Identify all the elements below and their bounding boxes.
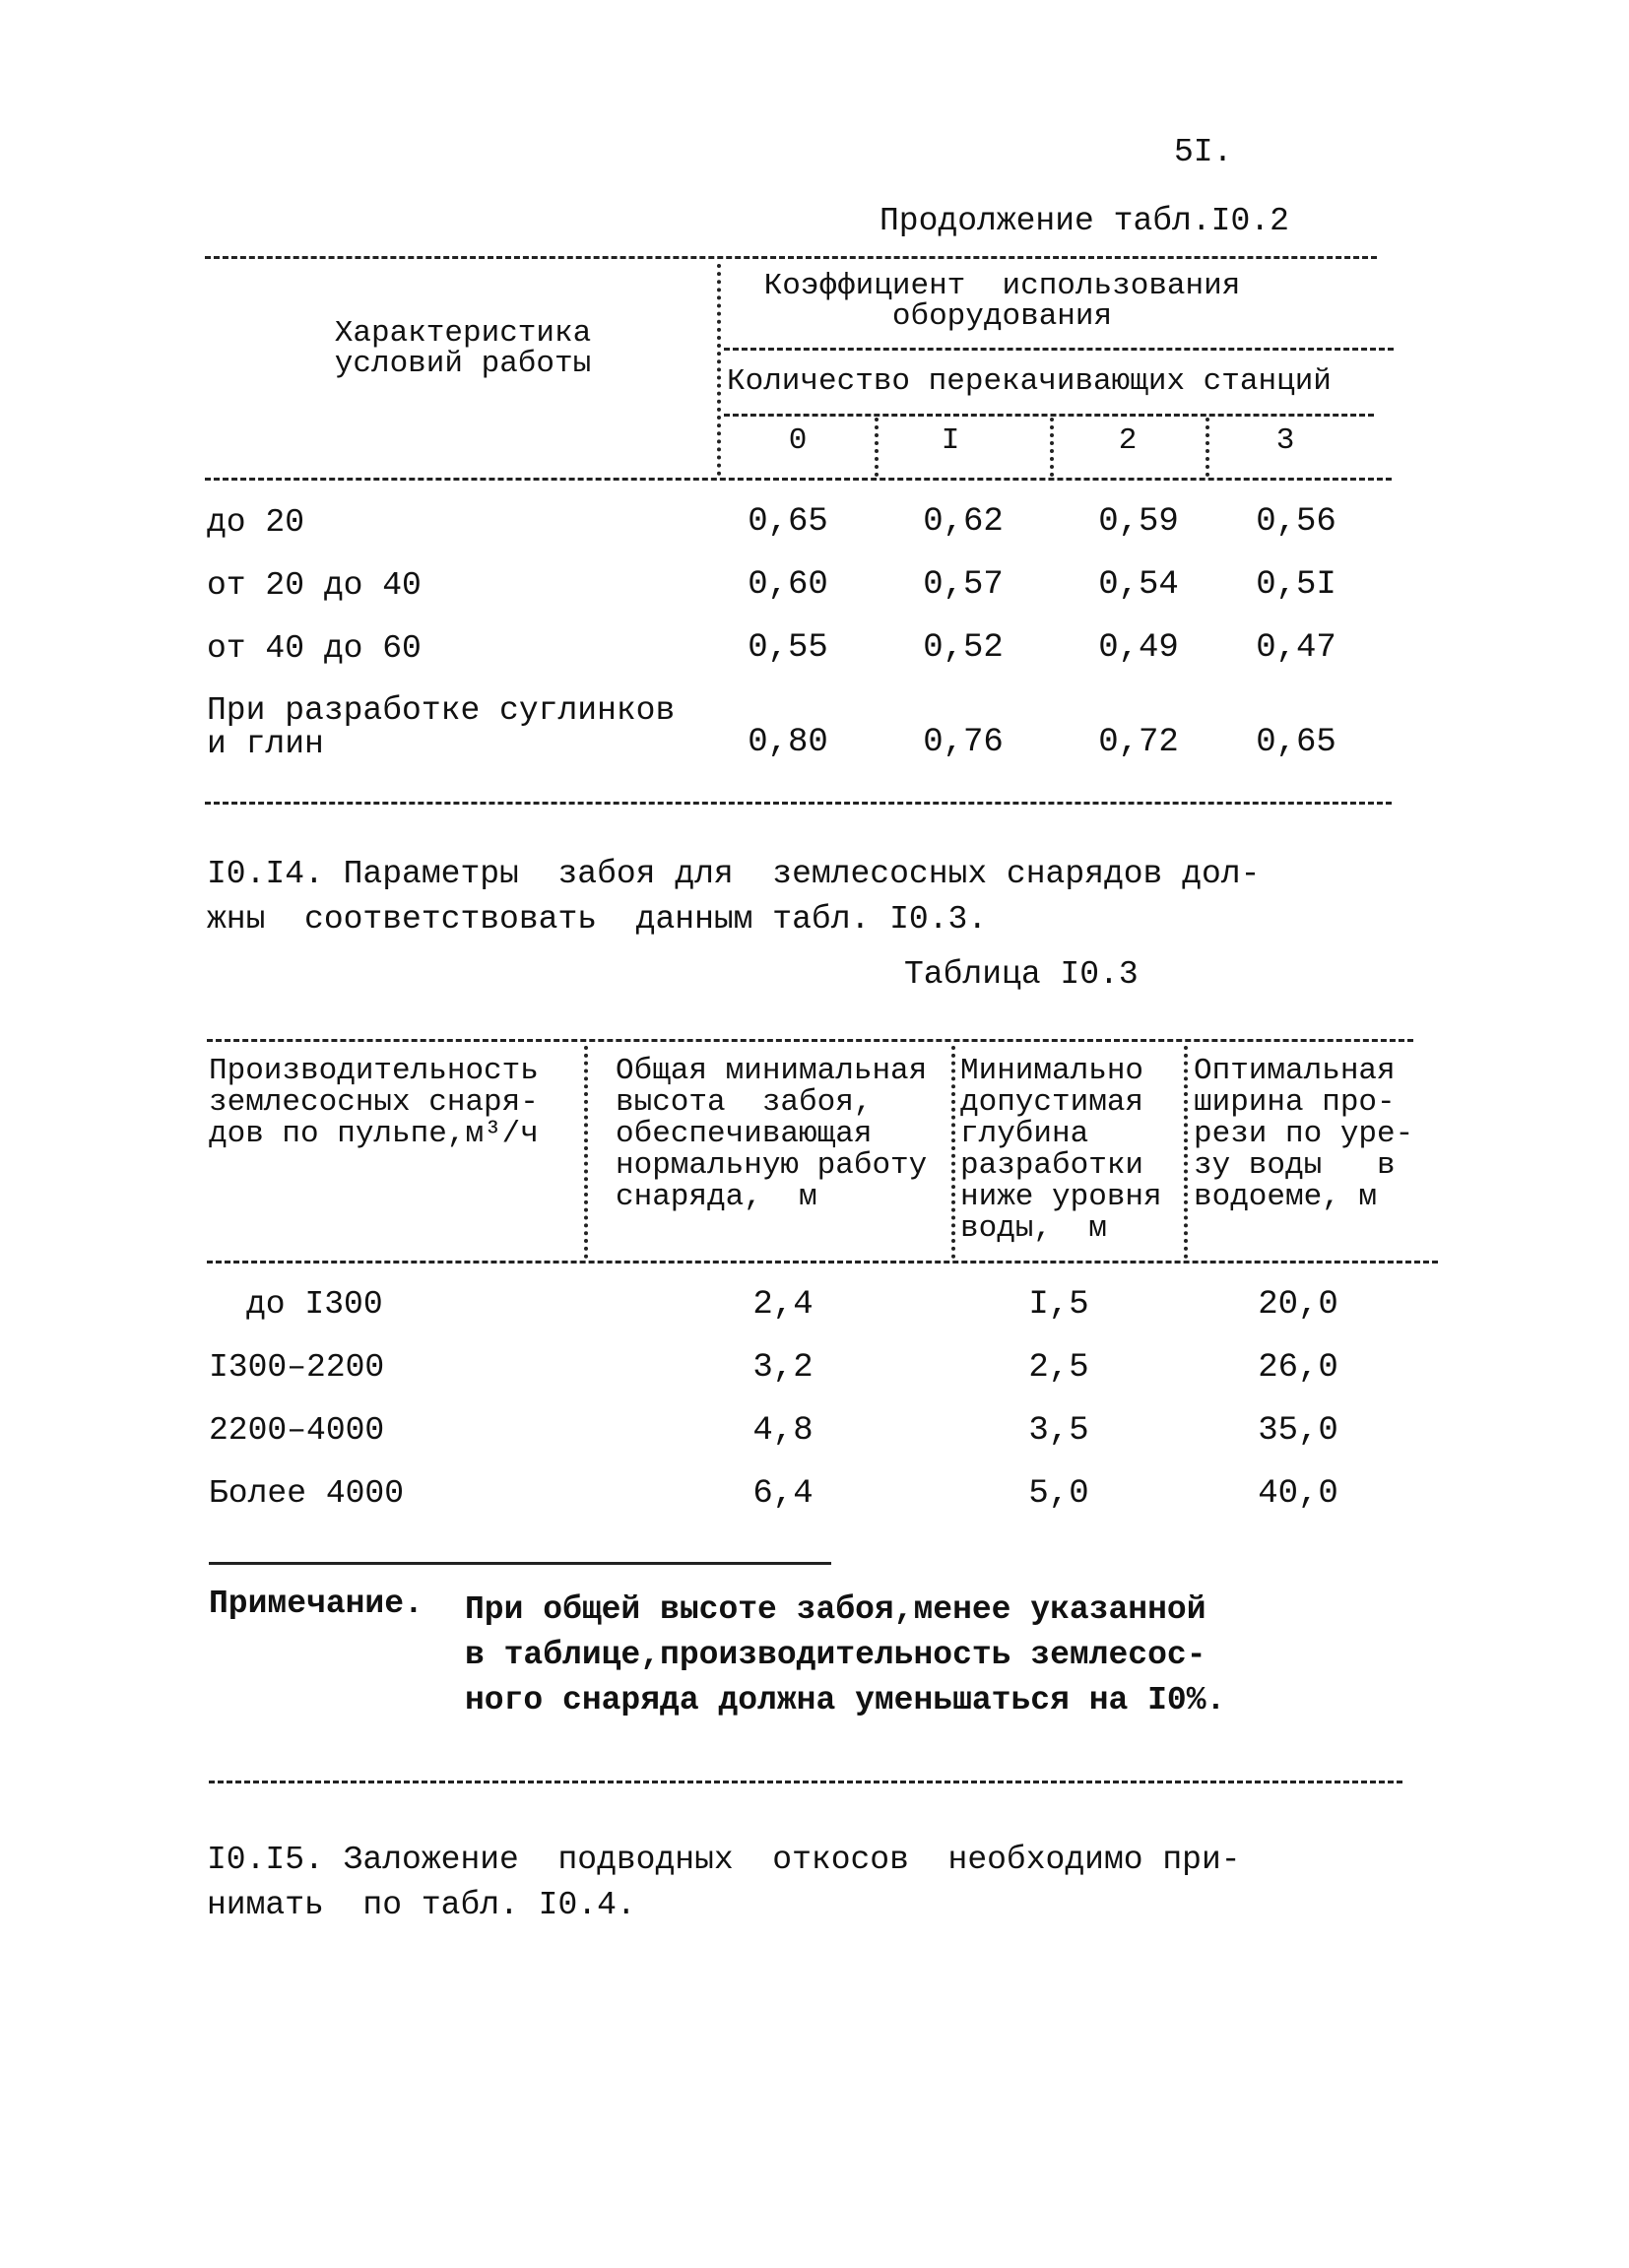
cell-value: 0,5I [1256, 566, 1336, 604]
row-label: При разработке суглинков и глин [207, 692, 676, 762]
column-divider [1205, 418, 1209, 477]
cell-value: 5,0 [1028, 1475, 1089, 1513]
column-divider [951, 1046, 955, 1259]
cell-value: 3,2 [752, 1349, 814, 1387]
cell-value: 20,0 [1258, 1286, 1338, 1324]
table-rule [205, 478, 1392, 481]
cell-value: 0,59 [1098, 503, 1179, 541]
table-caption: Продолжение табл.I0.2 [880, 203, 1289, 239]
row-label: до I300 [246, 1286, 383, 1323]
cell-value: 0,57 [923, 566, 1004, 604]
cell-value: 0,65 [1256, 724, 1336, 761]
cell-value: 0,72 [1098, 724, 1179, 761]
row-label: от 20 до 40 [207, 567, 422, 604]
cell-value: 0,80 [748, 724, 828, 761]
table-rule [205, 256, 1377, 259]
row-label: I300–2200 [209, 1349, 385, 1386]
header-col-1: I [941, 423, 960, 458]
paragraph-10-15: I0.I5. Заложение подводных откосов необходимо при- нимать по табл. I0.4. [207, 1842, 1241, 1923]
cell-value: 0,65 [748, 503, 828, 541]
header-col-3: 3 [1275, 423, 1295, 458]
cell-value: 0,55 [748, 629, 828, 667]
note-text: При общей высоте забоя,менее указанной в таблице,производительность землесос- ного снаряда должна уменьшаться на I0%. [465, 1591, 1226, 1718]
row-label: до 20 [207, 504, 305, 541]
cell-value: 0,47 [1256, 629, 1336, 667]
cell-value: 2,4 [752, 1286, 814, 1324]
table-rule [724, 414, 1374, 417]
cell-value: 35,0 [1258, 1412, 1338, 1450]
header-coefficient: Коэффициент использования оборудования [763, 269, 1241, 334]
cell-value: 0,56 [1256, 503, 1336, 541]
cell-value: 3,5 [1028, 1412, 1089, 1450]
header-col-2: 2 [1118, 423, 1138, 458]
cell-value: 40,0 [1258, 1475, 1338, 1513]
header-stations: Количество перекачивающих станций [727, 364, 1332, 399]
cell-value: 0,76 [923, 724, 1004, 761]
column-divider [584, 1046, 588, 1259]
paragraph-10-14: I0.I4. Параметры забоя для землесосных снарядов дол- жны соответствовать данным табл. I0.3. [207, 856, 1261, 938]
section-rule [209, 1781, 1402, 1783]
row-label: Более 4000 [209, 1475, 405, 1512]
table-caption: Таблица I0.3 [904, 956, 1139, 993]
row-label: от 40 до 60 [207, 630, 422, 667]
cell-value: 0,62 [923, 503, 1004, 541]
column-divider [1184, 1046, 1188, 1259]
header-width: Оптимальная ширина про- рези по уре- зу воды в водоеме, м [1194, 1054, 1414, 1214]
cell-value: I,5 [1028, 1286, 1089, 1324]
cell-value: 2,5 [1028, 1349, 1089, 1387]
header-depth: Минимально допустимая глубина разработки ниже уровня воды, м [960, 1054, 1162, 1246]
cell-value: 0,52 [923, 629, 1004, 667]
cell-value: 0,60 [748, 566, 828, 604]
row-label: 2200–4000 [209, 1412, 385, 1449]
column-divider [1050, 418, 1054, 477]
table-rule [205, 802, 1392, 805]
cell-value: 6,4 [752, 1475, 814, 1513]
header-characteristic: Характеристика условий работы [334, 316, 592, 381]
table-rule [207, 1039, 1413, 1042]
column-divider [717, 264, 721, 476]
table-rule [724, 348, 1394, 351]
note-label: Примечание. [209, 1586, 424, 1622]
table-rule [207, 1261, 1438, 1264]
cell-value: 26,0 [1258, 1349, 1338, 1387]
column-divider [875, 418, 879, 477]
header-productivity: Производительность землесосных снаря- дов по пульпе,м³/ч [209, 1054, 539, 1151]
header-height: Общая минимальная высота забоя, обеспечивающая нормальную работу снаряда, м [616, 1054, 928, 1214]
cell-value: 0,54 [1098, 566, 1179, 604]
cell-value: 0,49 [1098, 629, 1179, 667]
note-rule [209, 1562, 831, 1565]
page-number: 5I. [1174, 134, 1233, 170]
header-col-0: 0 [788, 423, 808, 458]
cell-value: 4,8 [752, 1412, 814, 1450]
